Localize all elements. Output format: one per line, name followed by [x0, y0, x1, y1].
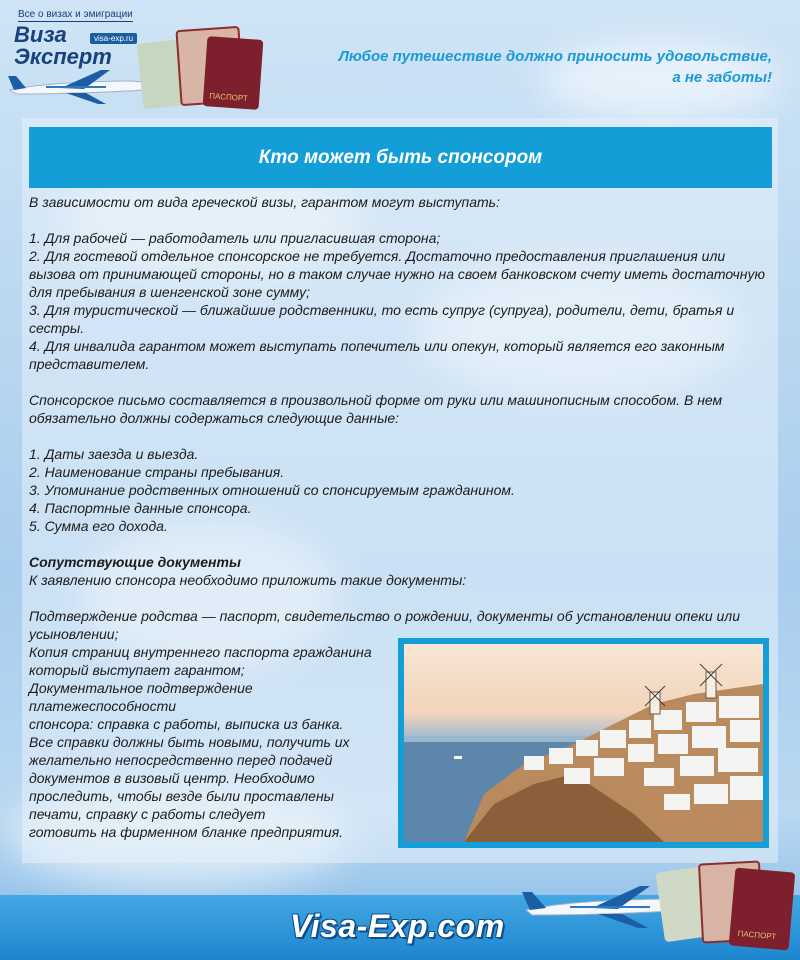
- passport-label: ПАСПОРТ: [737, 928, 777, 942]
- letter-intro: Спонсорское письмо составляется в произвольной форме от руки или машинописным способом. В нем обязательно должны содержаться следующие данные:: [29, 392, 723, 426]
- brand-name-line1: Виза: [14, 22, 67, 47]
- docs-line: желательно непосредственно перед подачей: [29, 752, 333, 768]
- footer-logo[interactable]: Visa-Exp.com: [290, 908, 505, 944]
- docs-line: печати, справку с работы следует: [29, 806, 266, 822]
- docs-line: платежеспособности: [29, 698, 177, 714]
- letter-item: 3. Упоминание родственных отношений со спонсируемым гражданином.: [29, 482, 515, 498]
- slogan-line-2: а не заботы!: [672, 69, 772, 86]
- docs-line: проследить, чтобы везде были проставлены: [29, 788, 334, 804]
- airplane-icon: [6, 64, 156, 108]
- article-photo[interactable]: [398, 638, 769, 848]
- site-logo[interactable]: [0, 0, 300, 120]
- letter-item: 2. Наименование страны пребывания.: [29, 464, 285, 480]
- guarantor-item: 3. Для туристической — ближайшие родственники, то есть супруг (супруга), родители, дети, братья и сестры.: [29, 302, 735, 336]
- docs-intro: К заявлению спонсора необходимо приложить такие документы:: [29, 572, 467, 588]
- docs-paragraph: Подтверждение родства — паспорт, свидетельство о рождении, документы об установлении опеки или усыновлении;: [29, 608, 740, 642]
- docs-line: готовить на фирменном бланке предприятия.: [29, 824, 344, 840]
- slogan-line-1: Любое путешествие должно приносить удовольствие,: [338, 48, 772, 65]
- letter-item: 1. Даты заезда и выезда.: [29, 446, 199, 462]
- docs-heading: Сопутствующие документы: [29, 554, 241, 570]
- passport-cover: [729, 868, 796, 951]
- guarantor-item: 4. Для инвалида гарантом может выступать попечитель или опекун, который является его законным представителем.: [29, 338, 725, 372]
- docs-line: документов в визовый центр. Необходимо: [29, 770, 315, 786]
- docs-line: спонсора: справка с работы, выписка из банка.: [29, 716, 344, 732]
- docs-line: который выступает гарантом;: [29, 662, 245, 678]
- brand-tagline: Все о визах и эмиграции: [18, 9, 133, 20]
- intro-text: В зависимости от вида греческой визы, гарантом могут выступать:: [29, 194, 500, 210]
- passport-cover: [203, 36, 264, 110]
- docs-line: Копия страниц внутреннего паспорта гражданина: [29, 644, 372, 660]
- slogan: [302, 46, 772, 88]
- guarantor-item: 1. Для рабочей — работодатель или пригласившая сторона;: [29, 230, 441, 246]
- santorini-photo: [404, 644, 763, 842]
- guarantor-item: 2. Для гостевой отдельное спонсорское не требуется. Достаточно предоставления приглашения или вызова от принимающей стороны, но в таком случае нужно на своем банковском счету иметь достаточную для пребывания в шенгенской зоне сумму;: [29, 248, 765, 300]
- docs-line: Документальное подтверждение: [29, 680, 253, 696]
- brand-name-line2: Эксперт: [14, 44, 112, 69]
- letter-item: 4. Паспортные данные спонсора.: [29, 500, 252, 516]
- letter-item: 5. Сумма его дохода.: [29, 518, 168, 534]
- brand-site-badge: visa-exp.ru: [90, 33, 137, 44]
- article-title: Кто может быть спонсором: [29, 127, 772, 188]
- docs-line: Все справки должны быть новыми, получить их: [29, 734, 350, 750]
- passport-label: ПАСПОРТ: [209, 91, 249, 104]
